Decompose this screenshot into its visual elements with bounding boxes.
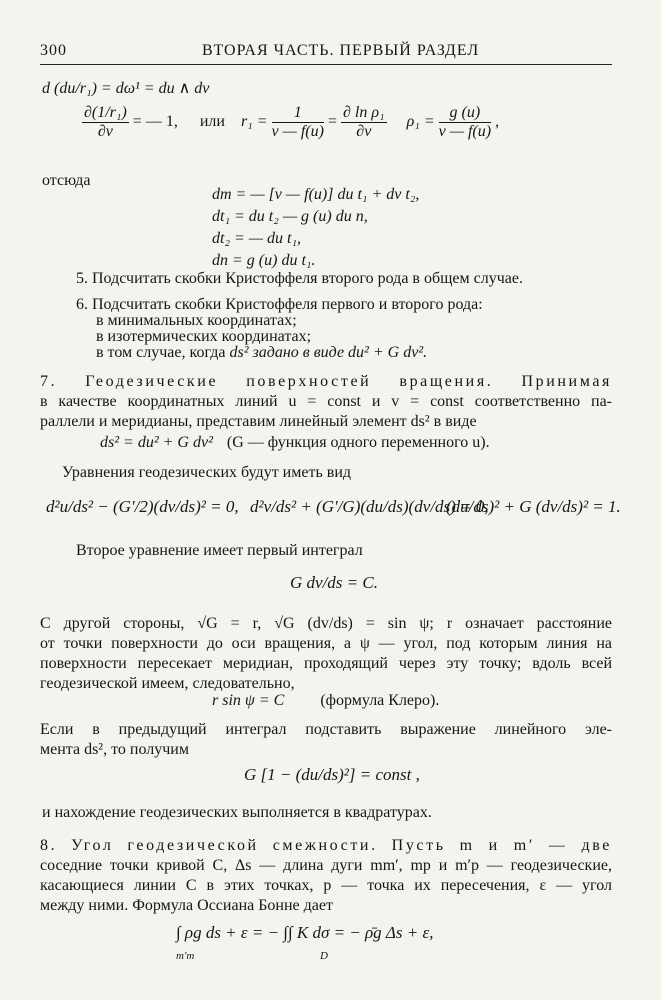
frac-num: g (u) [439,104,491,123]
frac-den: v — f(u) [438,123,492,140]
frac-num: ∂(1/r₁) [84,104,127,121]
quadrature-formula: G [1 − (du/ds)²] = const , [244,765,420,784]
item-8-line-4: между ними. Формула Оссиана Бонне дает [40,897,333,914]
item-7-line-3: раллели и меридианы, представим линейный элемент ds² в виде [40,413,477,430]
clairaut-formula-row [212,692,439,710]
item-6-b: в изотермических координатах; [96,328,312,345]
substitute-line-1: Если в предыдущий интеграл подставить выражение линейного эле- [40,721,612,738]
bonnet-subscript-mm: m′m [176,950,195,962]
r1-eq: r₁ = [240,113,268,131]
word-otsyuda: отсюда [42,172,91,189]
first-integral: G dv/ds = C. [290,573,378,592]
item-5: 5. Подсчитать скобки Кристоффеля второго рода в общем случае. [76,270,523,287]
clairaut-line-3: поверхности пересекает меридиан, проходящий через эту точку; вдоль всей [40,655,612,672]
item-8-line-2: соседние точки кривой C, Δs — длина дуги mm′, mp и m′p — геодезические, [40,857,612,874]
comma: , [495,113,500,131]
bonnet-formula: ∫ ρg ds + ε = − ∫∫ K dσ = − ρ̄g Δs + ε, [176,923,434,942]
frac-den: ∂v [97,123,113,140]
equals-minus-one: = — 1, [132,113,178,131]
fraction-lhs [82,104,129,141]
frenet-line-4: dn = g (u) du t₁. [212,252,316,269]
running-title: ВТОРАЯ ЧАСТЬ. ПЕРВЫЙ РАЗДЕЛ [202,42,480,59]
fraction-r1 [272,104,324,141]
fraction-ln [341,104,387,141]
quadrature-text: и нахождение геодезических выполняется в квадратурах. [42,804,432,821]
fraction-rho [439,104,491,141]
frenet-line-1: dm = — [v — f(u)] du t₁ + dv t₂, [212,186,420,203]
equals: = [327,113,337,131]
clairaut-name: (формула Клеро). [320,692,440,709]
clairaut-formula: r sin ψ = C [212,692,285,709]
frenet-line-2: dt₁ = du t₂ — g (u) du n, [212,208,368,225]
page-number: 300 [40,42,67,59]
item-6-c [96,344,427,362]
item-7-paragraph [40,372,612,432]
item-8-line-1: 8. Угол геодезической смежности. Пусть m и m′ — две [40,837,612,854]
item-6-c-formula: ds² задано в виде du² + G dv². [229,344,428,361]
item-7-line-1: 7. Геодезические поверхностей вращения. Принимая [40,373,612,390]
item-7-line-2: в качестве координатных линий u = const и v = const соответственно па- [40,393,612,410]
geodesic-eq-2: d²v/ds² + (G′/G)(du/ds)(dv/ds) = 0, [250,497,489,516]
second-eq-intro: Второе уравнение имеет первый интеграл [76,542,363,559]
clairaut-line-4: геодезической имеем, следовательно, [40,675,295,692]
item-8-line-3: касающиеся линии C в этих точках, p — точка их пересечения, ε — угол [40,877,612,894]
substitute-paragraph [40,720,612,760]
formula-linear-element [100,434,490,452]
frac-num: 1 [272,104,324,123]
item-6-a: в минимальных координатах; [96,312,297,329]
geodesic-intro: Уравнения геодезических будут иметь вид [62,464,352,481]
clairaut-line-2: от точки поверхности до оси вращения, а ψ — угол, под которым линия на [40,635,612,652]
item-6-c-text: в том случае, когда [96,344,226,361]
frac-den: ∂v [356,123,372,140]
geodesic-eq-1: d²u/ds² − (G′/2)(dv/ds)² = 0, [46,497,239,516]
bonnet-subscript-d: D [320,950,328,962]
header-rule [40,64,612,65]
ds2-formula: ds² = du² + G dv² [100,434,213,451]
geodesic-eq-3: (du/ds)² + G (dv/ds)² = 1. [446,497,621,516]
item-6-intro: 6. Подсчитать скобки Кристоффеля первого и второго рода: [76,296,483,313]
formula-d-omega: d (du/r₁) = dω¹ = du ∧ dv [42,80,210,97]
clairaut-paragraph [40,614,612,694]
formula-r1-row [82,104,499,141]
frenet-line-3: dt₂ = — du t₁, [212,230,302,247]
substitute-line-2: мента ds², то получим [40,741,189,758]
rho-eq: ρ₁ = [406,113,435,131]
frac-num: ∂ ln ρ₁ [343,104,385,121]
clairaut-line-1: С другой стороны, √G = r, √G (dv/ds) = sin ψ; r означает расстояние [40,615,612,632]
frac-den: v — f(u) [271,123,324,140]
ds2-note: (G — функция одного переменного u). [226,434,490,451]
word-ili: или [199,113,225,131]
item-8-paragraph [40,836,612,916]
